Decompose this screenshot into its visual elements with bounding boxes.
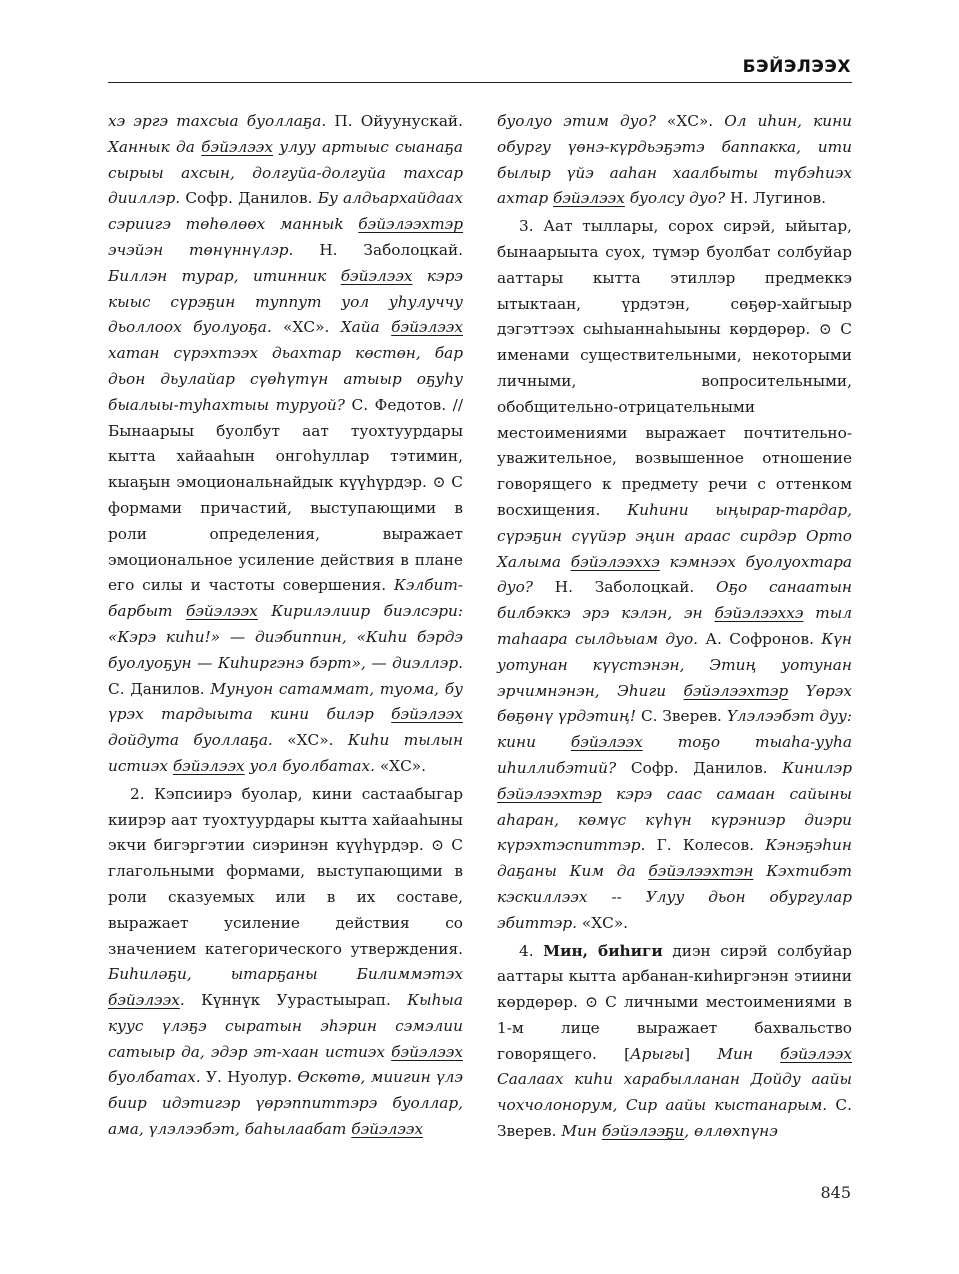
source-citation: «ХС». [577, 913, 629, 932]
example-text: уол буолбатах. [244, 756, 375, 775]
running-head: БЭЙЭЛЭЭХ [742, 57, 851, 77]
headword-form: бэйэлээх [391, 1042, 463, 1061]
headword-form: бэйэлээхтэр [683, 681, 789, 700]
source-citation: Софр. Данилов. [616, 758, 783, 777]
example-text: Өскөтө, миигин үлэ биир идэтигэр үөрэппиттэрэ буоллар, ама, үлэлээбэт, баһылаабат [108, 1068, 463, 1139]
headword-form: бэйэлээх [340, 266, 413, 285]
example-text: кэмнээх буолуохтара дуо? [497, 552, 853, 597]
source-citation: «ХС». [271, 318, 341, 337]
example-text: Күн уотунан күүстэнэн, Этиң уотунан эрчимнэнэн, Эһиги [497, 629, 852, 700]
headword-form: бэйэлээххэ [570, 552, 660, 571]
source-citation: Н. Заболоцкай. [293, 240, 464, 259]
example-text: буолбатах. [108, 1068, 201, 1087]
circled-dot-icon: ⊙ [432, 473, 446, 492]
headword-form: бэйэлээх [201, 137, 273, 156]
headword-form: бэйэлээх [185, 602, 258, 621]
headword-form: бэйэлээҕи [601, 1122, 685, 1141]
source-citation: «ХС». [655, 112, 725, 130]
example-text: тыл таһаара сылдьыам дуо. [497, 604, 852, 648]
example-text: Биһиләҕи, ытарҕаны Билиммэтэх [108, 965, 463, 984]
example-text: Бу алдьархайдаах сэриигэ төһөлөөх манныk [108, 189, 464, 234]
source-citation: С. Зверев. [497, 1096, 852, 1141]
example-text: тоҕо тыаһа-ууһа иһиллибэтий? [497, 733, 853, 777]
example-text: Үлэлээбэт дуу: кини [497, 707, 852, 752]
definition-text: 4. [519, 941, 544, 960]
right-paragraph-2 [497, 214, 852, 936]
example-text: Мин [561, 1122, 602, 1141]
example-text: Ол иһин, кини обургу үөнэ-күрдьэҕэтэ баппакка, ити былыр үйэ ааһан хаалбыты түбэһиэх ахтар [497, 112, 853, 208]
example-text: Үөрэх бөҕөнү үрдэтиң! [497, 681, 852, 726]
headword-form: бэйэлээх [172, 756, 245, 775]
definition-text: 2. Кэпсиирэ буолар, кини састаабыгар киирэр аат туохтуурдары кытта хайааһыны экчи бигэргэтии сиэринэн күүһүрдэр. [108, 784, 463, 855]
source-citation: «ХС». [272, 731, 348, 750]
header-rule [108, 82, 852, 83]
example-text: буолсу дуо? [624, 189, 726, 208]
headword-form: бэйэлээх [780, 1044, 852, 1063]
source-citation: Г. Колесов. [645, 836, 766, 855]
circled-dot-icon: ⊙ [431, 836, 444, 855]
definition-text: С формами причастий, выступающими в роли определения, выражает эмоциональное усиление действия в плане его силы и частоты совершения. [108, 473, 463, 595]
headword-form: бэйэлээхтэр [497, 784, 602, 803]
source-citation: А. Софронов. [698, 629, 822, 648]
source-citation: Күннүк Уурастыырап. [184, 991, 408, 1010]
left-column [108, 109, 463, 1143]
example-text: кэрэ саас самаан сайыны аһаран, көмүс күһүн күрэниэр диэри күрэхтэспиттэр. [497, 784, 852, 855]
definition-text: диэн сирэй солбуйар ааттары кытта арбанан-киһиргэнэн этиини көрдөрөр. [497, 941, 852, 1012]
right-column [497, 109, 852, 1145]
source-citation: «ХС». [374, 756, 426, 775]
definition-text: С. Федотов. // Бынаарыы буолбут аат туохтуурдары кытта хайааһын онгоһуллар тэтимин, кыаҕын эмоциональнайдык күүһүрдэр. [108, 395, 463, 492]
example-text: Кэнэҕэһин даҕаны Ким да [497, 836, 852, 881]
example-text: Хайа [340, 318, 392, 337]
headword-form: бэйэлээх [351, 1120, 424, 1139]
headword-form: бэйэлээх [391, 705, 463, 724]
example-text: Ханнык да [108, 137, 202, 156]
headword-form: бэйэлээх [391, 318, 463, 337]
example-text: Киһини ыңырар-тардар, сүрэҕин сүүйэр эңин араас сирдэр Орто Халыма [497, 500, 852, 571]
source-citation: Н. Заболоцкай. [532, 578, 717, 597]
example-text: , өллөхпүнэ [684, 1122, 778, 1141]
example-text: Кирилэлиир биэлсэри: «Кэрэ киһи!» — диэбиппин, «Киһи бэрдэ буолуоҕун — Киһиргэнэ бэрт», — диэллэр. [108, 602, 463, 672]
example-text: дойдута буоллаҕа. [108, 731, 273, 750]
example-text: буолуо этим дуо? [497, 112, 656, 130]
example-text: Биллэн турар, итинник [108, 266, 341, 285]
source-citation: С. Данилов. [108, 679, 211, 698]
headword-form: бэйэлээх [570, 733, 643, 752]
right-paragraph-3 [497, 939, 852, 1145]
definition-text: 3. Аат тыллары, сорох сирэй, ыйытар, бынаарыыта суох, түмэр буолбат солбуйар ааттары кытта этиллэр предмеккэ ытыктаан, үрдэтэн, сөҕөр-хайгыыр дэгэттээх сыһыаннаһыыны көрдөрөр. [497, 217, 852, 339]
circled-dot-icon: ⊙ [585, 993, 598, 1012]
example-text: кэрэ кыыс сүрэҕин туппут уол уһулуччу дьоллоох буолуоҕа. [108, 266, 463, 337]
example-text: Кинилэр [782, 758, 852, 777]
example-text: Кэлбит-барбыт [108, 576, 463, 621]
example-text: . [179, 991, 185, 1010]
definition-text: С глагольными формами, выступающими в роли сказуемых или в их составе, выражает усиление действия со значением категорического утверждения. [108, 836, 463, 958]
headword-form: бэйэлээххэ [714, 604, 804, 623]
source-citation: Н. Лугинов. [725, 189, 826, 208]
source-citation: Софр. Данилов. [180, 189, 318, 208]
example-text: хатан сүрэхтээх дьахтар көстөн, бар дьон дьулайар сүөһүтүн атыыр оҕуһу быалыы-туһахтыы туруой? [108, 344, 463, 414]
circled-dot-icon: ⊙ [818, 320, 832, 339]
example-text: Мин [717, 1044, 781, 1063]
example-text: Оҕо санаатын билбэккэ эрэ кэлэн, эн [497, 578, 852, 623]
example-text: Кэхтибэт кэскиллээх -- Улуу дьон обургулар эбиттэр. [497, 862, 852, 932]
headword-form: бэйэлээх [553, 189, 625, 208]
source-citation: П. Ойуунускай. [326, 112, 463, 130]
page-number: 845 [820, 1183, 851, 1202]
headword-form: бэйэлээхтэн [648, 862, 754, 881]
example-text: улуу артыыс сыанаҕа сырыы ахсын, долгуйа-долгуйа тахсар дииллэр. [108, 137, 464, 208]
example-text: Мунуон сатаммат, туома, бу үрэх тардыыта кини билэр [108, 679, 463, 724]
left-paragraph-2 [108, 782, 463, 1143]
example-text: Киһи тылын истиэх [108, 731, 464, 775]
headword-form: бэйэлээхтэр [358, 215, 463, 234]
example-text: Кыһыа кууc үлэҕэ сыратын эһэрин сэмэлии сатыыр да, эдэр эт-хаан истиэх [108, 991, 463, 1061]
right-paragraph-1 [497, 109, 852, 212]
example-text: эчэйэн төнүннүлэр. [108, 240, 294, 259]
left-paragraph-1 [108, 109, 463, 780]
source-citation: У. Нуолур. [200, 1068, 298, 1087]
definition-text: С личными местоимениями в 1-м лице выражает бахвальство говорящего. [ [497, 993, 852, 1063]
headword-form: бэйэлээх [108, 991, 180, 1010]
sense-headword: Мин, биһиги [543, 941, 663, 960]
source-citation: С. Зверев. [636, 707, 727, 726]
example-text: Арыгы [630, 1044, 685, 1063]
example-text: хэ эргэ тахсыа буоллаҕа. [108, 112, 327, 130]
definition-text: ] [684, 1044, 718, 1063]
definition-text: С именами существительными, некоторыми личными, вопросительными, обобщительно-отрицательными местоимениями выражает почтительно-уважительное, возвышенное отношение говорящего к предмету речи с оттенком восхищения. [497, 320, 852, 519]
example-text: Саалаах киһи харабылланан Дойду аайы чохчолонорум, Сир аайы кыстанарым. [497, 1070, 852, 1115]
